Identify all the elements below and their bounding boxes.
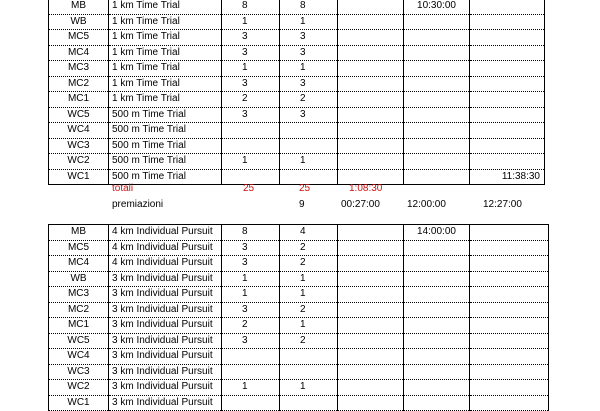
count-a-cell [222,395,280,411]
time-cell [338,395,404,411]
table-row [49,154,549,170]
count-a-cell: 3 [222,302,280,318]
category-cell: MC4 [49,45,109,61]
end-time-cell: 11:38:30 [470,169,545,185]
table-row [49,395,549,411]
awards-duration: 00:27:00 [341,199,380,210]
start-time-cell [404,380,470,396]
category-cell: MC5 [49,240,109,256]
count-b-cell: 1 [280,380,338,396]
count-b-cell: 8 [280,0,338,14]
table-row [49,61,549,77]
count-b-cell: 3 [280,107,338,123]
end-time-cell [470,61,545,77]
event-cell: 500 m Time Trial [109,123,222,139]
end-time-cell [470,138,545,154]
table-row [49,349,549,365]
end-time-cell [470,0,545,14]
count-a-cell: 8 [222,0,280,14]
start-time-cell: 14:00:00 [404,225,470,241]
event-cell: 1 km Time Trial [109,14,222,30]
event-cell: 3 km Individual Pursuit [109,349,222,365]
totals-count-b: 25 [299,183,311,194]
event-cell: 4 km Individual Pursuit [109,225,222,241]
count-a-cell [222,123,280,139]
time-cell [338,45,404,61]
start-time-cell [404,256,470,272]
count-b-cell: 2 [280,333,338,349]
table-row [49,333,549,349]
start-time-cell [404,138,470,154]
start-time-cell [404,302,470,318]
count-a-cell: 1 [222,61,280,77]
start-time-cell [404,92,470,108]
category-cell: MC5 [49,30,109,46]
time-cell [338,225,404,241]
count-a-cell: 1 [222,287,280,303]
category-cell: WC2 [49,154,109,170]
count-a-cell: 3 [222,45,280,61]
count-a-cell [222,364,280,380]
start-time-cell [404,364,470,380]
awards-count: 9 [299,199,305,210]
schedule-table-time-trial [48,0,549,185]
time-cell [338,380,404,396]
count-a-cell: 3 [222,333,280,349]
event-cell: 1 km Time Trial [109,76,222,92]
category-cell: WB [49,14,109,30]
start-time-cell [404,76,470,92]
count-b-cell: 2 [280,240,338,256]
time-cell [338,30,404,46]
table-row [49,256,549,272]
count-a-cell: 3 [222,107,280,123]
event-cell: 500 m Time Trial [109,107,222,123]
count-a-cell: 8 [222,225,280,241]
event-cell: 3 km Individual Pursuit [109,364,222,380]
start-time-cell [404,107,470,123]
category-cell: MC2 [49,302,109,318]
category-cell: WB [49,271,109,287]
end-time-cell [470,271,549,287]
event-cell: 500 m Time Trial [109,138,222,154]
table-row [49,14,549,30]
count-a-cell [222,138,280,154]
count-b-cell [280,364,338,380]
category-cell: WC1 [49,169,109,185]
category-cell: WC2 [49,380,109,396]
end-time-cell [470,349,549,365]
end-time-cell [470,154,545,170]
event-cell: 3 km Individual Pursuit [109,287,222,303]
table-row [49,287,549,303]
end-time-cell [470,364,549,380]
time-cell [338,271,404,287]
end-time-cell [470,225,549,241]
table-row [49,271,549,287]
end-time-cell [470,92,545,108]
end-time-cell [470,30,545,46]
end-time-cell [470,45,545,61]
count-a-cell: 3 [222,76,280,92]
table-row [49,138,549,154]
category-cell: WC5 [49,333,109,349]
table-row [49,92,549,108]
event-cell: 4 km Individual Pursuit [109,256,222,272]
end-time-cell [470,380,549,396]
event-cell: 1 km Time Trial [109,0,222,14]
end-time-cell [470,333,549,349]
start-time-cell [404,14,470,30]
category-cell: MC3 [49,287,109,303]
time-cell [338,333,404,349]
table-row [49,107,549,123]
end-time-cell [470,318,549,334]
time-cell [338,92,404,108]
count-a-cell: 2 [222,92,280,108]
table-row [49,45,549,61]
event-cell: 3 km Individual Pursuit [109,395,222,411]
event-cell: 3 km Individual Pursuit [109,302,222,318]
awards-start: 12:00:00 [407,199,446,210]
totals-time: 1:08:30 [349,183,383,194]
category-cell: MC3 [49,61,109,77]
category-cell: WC4 [49,123,109,139]
event-cell: 1 km Time Trial [109,45,222,61]
end-time-cell [470,302,549,318]
count-b-cell: 1 [280,271,338,287]
category-cell: MC4 [49,256,109,272]
time-cell [338,287,404,303]
event-cell: 1 km Time Trial [109,92,222,108]
category-cell: WC4 [49,349,109,365]
table-row [49,76,549,92]
count-b-cell: 1 [280,318,338,334]
awards-end: 12:27:00 [483,199,522,210]
end-time-cell [470,123,545,139]
table-row [49,0,549,14]
time-cell [338,14,404,30]
totals-count-a: 25 [243,183,255,194]
category-cell: MC2 [49,76,109,92]
count-b-cell: 2 [280,256,338,272]
start-time-cell [404,271,470,287]
count-b-cell [280,138,338,154]
count-a-cell: 3 [222,30,280,46]
start-time-cell [404,45,470,61]
time-cell [338,318,404,334]
time-cell [338,138,404,154]
table-row [49,225,549,241]
table-row [49,364,549,380]
count-a-cell: 1 [222,154,280,170]
count-a-cell: 1 [222,271,280,287]
time-cell [338,61,404,77]
start-time-cell [404,123,470,139]
awards-label: premiazioni [112,199,164,210]
count-a-cell: 1 [222,380,280,396]
time-cell [338,256,404,272]
count-b-cell: 1 [280,14,338,30]
end-time-cell [470,107,545,123]
count-b-cell: 4 [280,225,338,241]
count-a-cell: 3 [222,240,280,256]
time-cell [338,154,404,170]
time-cell [338,240,404,256]
end-time-cell [470,240,549,256]
table-row [49,302,549,318]
event-cell: 3 km Individual Pursuit [109,318,222,334]
start-time-cell [404,30,470,46]
time-cell [338,123,404,139]
count-b-cell: 1 [280,287,338,303]
event-cell: 500 m Time Trial [109,154,222,170]
event-cell: 3 km Individual Pursuit [109,333,222,349]
table-row [49,380,549,396]
totals-row [48,181,548,197]
event-cell: 500 m Time Trial [109,169,222,185]
start-time-cell [404,287,470,303]
time-cell [338,0,404,14]
time-cell [338,76,404,92]
table-row [49,30,549,46]
summary-table [48,181,548,213]
count-b-cell [280,395,338,411]
category-cell: MB [49,0,109,14]
end-time-cell [470,256,549,272]
category-cell: WC1 [49,395,109,411]
count-b-cell: 1 [280,154,338,170]
start-time-cell: 10:30:00 [404,0,470,14]
time-cell [338,302,404,318]
event-cell: 1 km Time Trial [109,30,222,46]
category-cell: MB [49,225,109,241]
event-cell: 3 km Individual Pursuit [109,271,222,287]
end-time-cell [470,287,549,303]
category-cell: WC3 [49,364,109,380]
count-b-cell: 1 [280,61,338,77]
time-cell [338,364,404,380]
table-row [49,240,549,256]
category-cell: WC3 [49,138,109,154]
count-a-cell [222,349,280,365]
end-time-cell [470,395,549,411]
count-a-cell: 3 [222,256,280,272]
end-time-cell [470,14,545,30]
table-row [49,123,549,139]
count-b-cell: 3 [280,45,338,61]
start-time-cell [404,240,470,256]
schedule-table-individual-pursuit [48,224,549,411]
category-cell: WC5 [49,107,109,123]
count-b-cell [280,349,338,365]
start-time-cell [404,61,470,77]
count-b-cell: 2 [280,92,338,108]
event-cell: 1 km Time Trial [109,61,222,77]
time-cell [338,107,404,123]
awards-row [48,197,548,213]
category-cell: MC1 [49,92,109,108]
start-time-cell [404,154,470,170]
count-b-cell [280,123,338,139]
end-time-cell [470,76,545,92]
start-time-cell [404,333,470,349]
count-b-cell: 2 [280,302,338,318]
start-time-cell [404,395,470,411]
start-time-cell [404,318,470,334]
event-cell: 3 km Individual Pursuit [109,380,222,396]
table-row [49,318,549,334]
category-cell: MC1 [49,318,109,334]
count-b-cell: 3 [280,30,338,46]
count-a-cell: 2 [222,318,280,334]
event-cell: 4 km Individual Pursuit [109,240,222,256]
count-a-cell: 1 [222,14,280,30]
start-time-cell [404,349,470,365]
count-b-cell: 3 [280,76,338,92]
totals-label: totali [112,183,134,194]
time-cell [338,349,404,365]
